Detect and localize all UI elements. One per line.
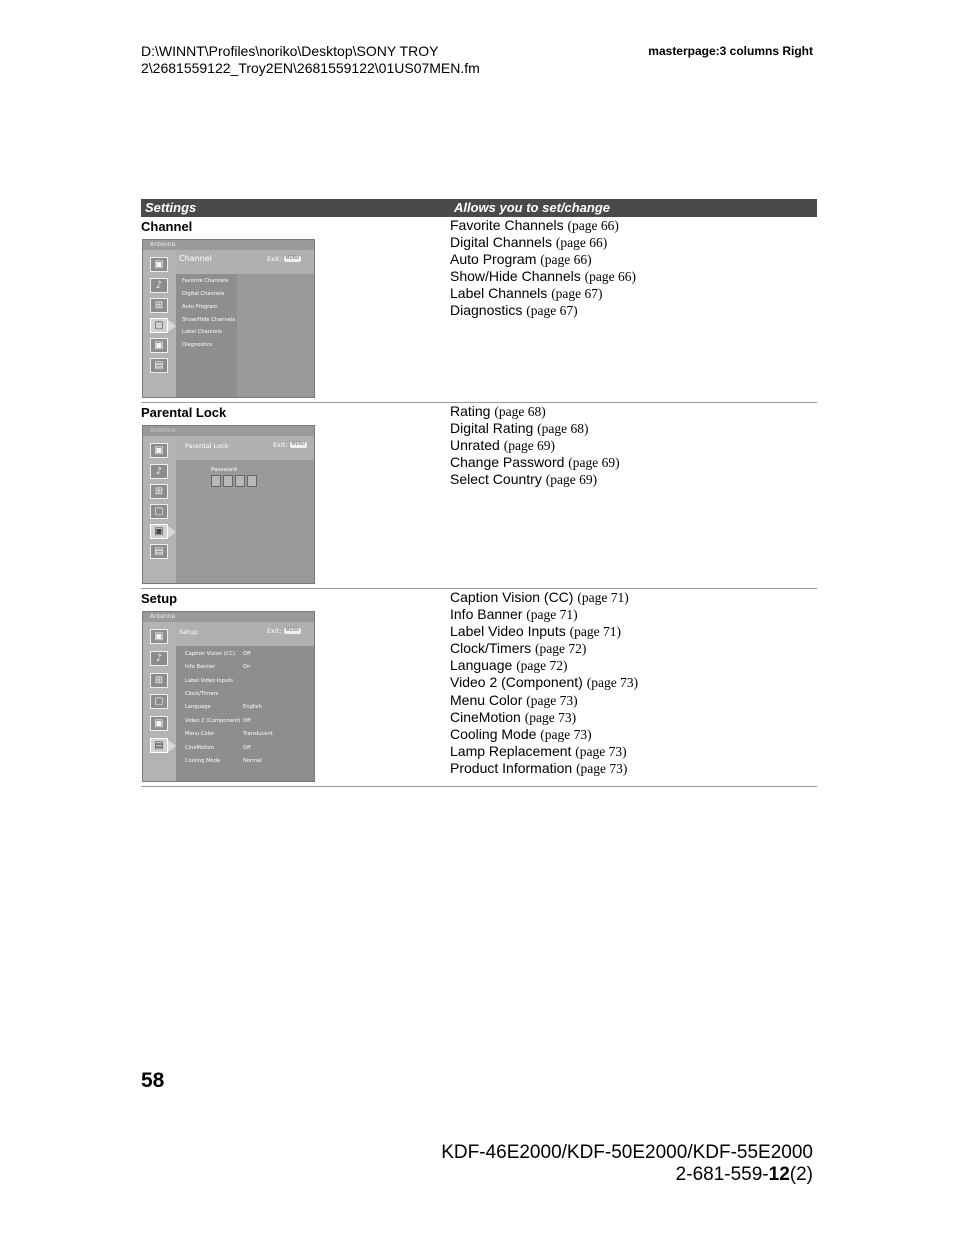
menu-list	[176, 274, 237, 397]
row-title-parental-lock: Parental Lock	[141, 405, 227, 420]
menu-list	[176, 646, 241, 781]
menu-item: Caption Vision (CC)	[185, 651, 236, 657]
setup-icon: ▤	[150, 738, 168, 753]
sound-icon: ♪	[150, 651, 168, 666]
menu-detail-panel	[237, 274, 314, 397]
list-item: Rating (page 68)	[450, 403, 546, 419]
column-header-allows: Allows you to set/change	[454, 200, 611, 215]
picture-icon: ▣	[150, 443, 168, 458]
row-title-channel: Channel	[141, 219, 193, 234]
screen-icon: ⊞	[150, 298, 168, 313]
list-item: Lamp Replacement (page 73)	[450, 742, 627, 759]
menu-title: Parental Lock	[185, 442, 229, 450]
list-item: Auto Program (page 66)	[450, 251, 592, 268]
menu-value: Off	[243, 651, 251, 657]
menu-item: Menu Color	[185, 731, 215, 737]
screen-icon: ⊞	[150, 484, 168, 499]
channel-icon: ▢	[150, 694, 168, 709]
picture-icon: ▣	[150, 257, 168, 272]
menu-item: Clock/Timers	[185, 691, 219, 697]
masterpage-label: masterpage:3 columns Right	[648, 44, 813, 58]
list-item: Label Video Inputs (page 71)	[450, 623, 621, 640]
menu-button-icon: MENU	[285, 628, 299, 633]
list-item: Video 2 (Component) (page 73)	[450, 674, 639, 691]
channel-icon: ▢	[150, 504, 168, 519]
exit-hint: Exit: MENU	[273, 441, 305, 449]
channel-options-list	[450, 217, 636, 320]
list-item: Change Password (page 69)	[450, 454, 620, 471]
file-path-line2: 2\2681559122_Troy2EN\2681559122\01US07MEN.fm	[141, 60, 480, 76]
menu-icon-column	[143, 250, 176, 397]
setup-icon: ▤	[150, 544, 168, 559]
parental-lock-menu-screenshot	[142, 425, 315, 584]
column-header-settings: Settings	[145, 200, 197, 215]
password-digit-box	[247, 475, 257, 487]
list-item: Product Information (page 73)	[450, 759, 628, 776]
menu-item: Label Video Inputs	[185, 678, 233, 684]
menu-detail-panel	[176, 460, 314, 583]
document-code: 2-681-559-12(2)	[675, 1164, 813, 1185]
password-digit-box	[223, 475, 233, 487]
menu-button-icon: MENU	[285, 256, 299, 261]
menu-item: Video 2 (Component)	[185, 718, 241, 724]
parental-lock-options-list	[450, 403, 620, 488]
password-label: Password	[211, 467, 237, 473]
menu-title-bar	[176, 622, 314, 646]
menu-value: English	[243, 704, 262, 710]
file-path-line1: D:\WINNT\Profiles\noriko\Desktop\SONY TROY	[141, 43, 439, 59]
list-item: Favorite Channels (page 66)	[450, 217, 619, 233]
list-item: Digital Channels (page 66)	[450, 234, 608, 251]
list-item: Show/Hide Channels (page 66)	[450, 268, 636, 285]
menu-title-bar	[176, 436, 314, 460]
exit-hint: Exit: MENU	[267, 255, 299, 263]
list-item: Cooling Mode (page 73)	[450, 725, 592, 742]
setup-icon: ▤	[150, 358, 168, 373]
list-item: Select Country (page 69)	[450, 471, 598, 488]
menu-item: Auto Program	[182, 304, 218, 310]
settings-table	[141, 199, 817, 787]
password-digit-box	[211, 475, 221, 487]
menu-button-icon: MENU	[291, 442, 305, 447]
menu-item: Diagnostics	[182, 342, 213, 348]
input-source-label: Antenna	[150, 241, 176, 248]
menu-item: Digital Channels	[182, 291, 225, 297]
table-row	[141, 589, 817, 787]
menu-item: Cooling Mode	[185, 758, 221, 764]
list-item: Menu Color (page 73)	[450, 691, 578, 708]
row-title-setup: Setup	[141, 591, 178, 606]
menu-item: Info Banner	[185, 664, 216, 670]
list-item: Unrated (page 69)	[450, 437, 556, 454]
sound-icon: ♪	[150, 464, 168, 479]
list-item: Diagnostics (page 67)	[450, 302, 578, 319]
page-number: 58	[141, 1069, 165, 1092]
list-item: Label Channels (page 67)	[450, 285, 603, 302]
list-item: Clock/Timers (page 72)	[450, 640, 587, 657]
table-row	[141, 403, 817, 589]
list-item: Language (page 72)	[450, 657, 568, 674]
menu-item: Favorite Channels	[182, 278, 229, 284]
parental-lock-icon: ▣	[150, 524, 168, 539]
input-source-label: Antenna	[150, 427, 176, 434]
list-item: Digital Rating (page 68)	[450, 420, 589, 437]
model-numbers: KDF-46E2000/KDF-50E2000/KDF-55E2000	[441, 1142, 813, 1163]
menu-value: On	[243, 664, 251, 670]
file-path	[141, 43, 480, 77]
channel-icon: ▢	[150, 318, 168, 333]
menu-value: Off	[243, 745, 251, 751]
menu-item: Label Channels	[182, 329, 222, 335]
menu-value: Translucent	[243, 731, 273, 737]
exit-hint: Exit: MENU	[267, 627, 299, 635]
list-item: CineMotion (page 73)	[450, 708, 577, 725]
setup-menu-screenshot	[142, 611, 315, 782]
menu-value: Off	[243, 718, 251, 724]
password-digit-box	[235, 475, 245, 487]
menu-item: CineMotion	[185, 745, 215, 751]
list-item: Caption Vision (CC) (page 71)	[450, 589, 629, 605]
menu-icon-column	[143, 622, 176, 781]
list-item: Info Banner (page 71)	[450, 606, 578, 623]
parental-lock-icon: ▣	[150, 338, 168, 353]
screen-icon: ⊞	[150, 673, 168, 688]
menu-title: Setup	[179, 628, 198, 636]
menu-value: Normal	[243, 758, 262, 764]
input-source-label: Antenna	[150, 613, 176, 620]
menu-icon-column	[143, 436, 176, 583]
model-footer	[441, 1142, 813, 1186]
menu-title-bar	[176, 250, 314, 274]
table-row	[141, 217, 817, 403]
setup-options-list	[450, 589, 638, 777]
parental-lock-icon: ▣	[150, 716, 168, 731]
menu-title: Channel	[179, 254, 212, 263]
picture-icon: ▣	[150, 629, 168, 644]
channel-menu-screenshot	[142, 239, 315, 398]
menu-item: Language	[185, 704, 211, 710]
table-header	[141, 199, 817, 217]
menu-item: Show/Hide Channels	[182, 317, 236, 323]
sound-icon: ♪	[150, 278, 168, 293]
